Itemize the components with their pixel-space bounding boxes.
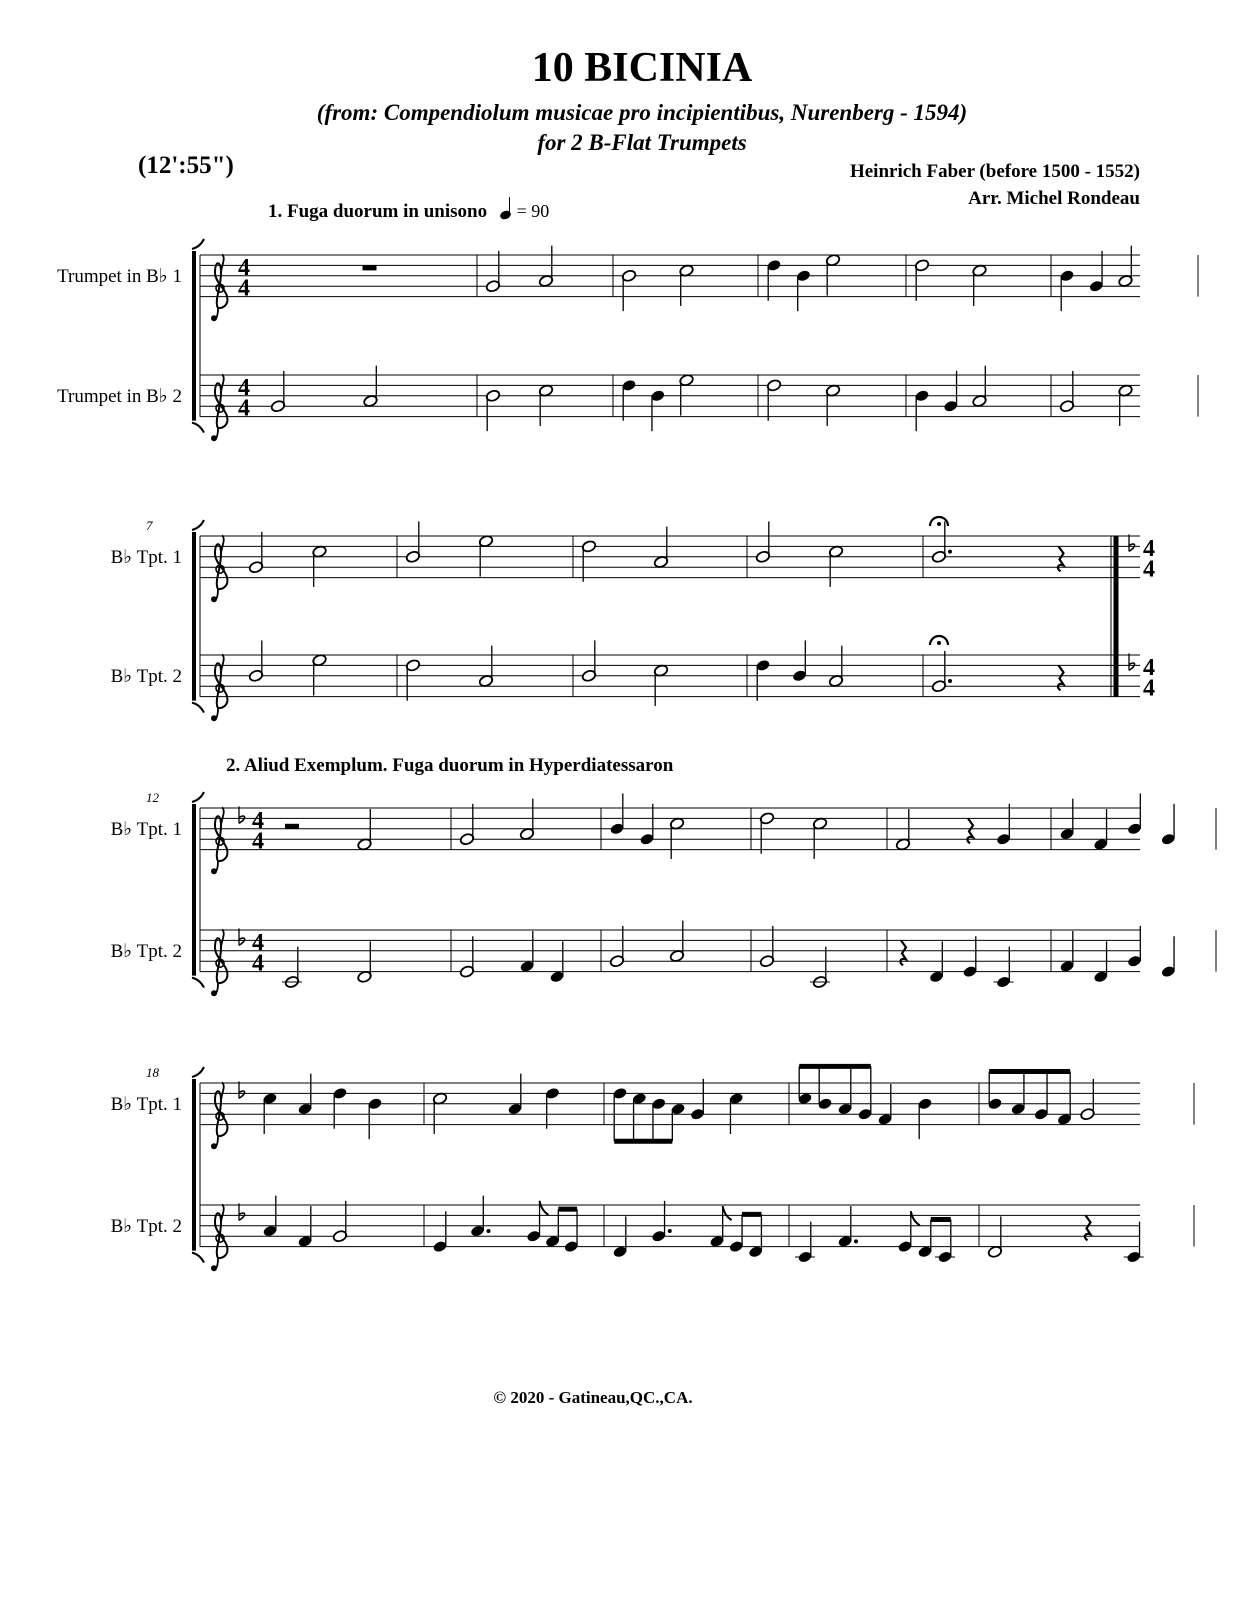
treble-clef-icon: [211, 374, 227, 441]
staff-label: B♭ Tpt. 2: [110, 665, 182, 687]
score-subtitle: (from: Compendiolum musicae pro incipientibus, Nurenberg - 1594): [316, 100, 968, 125]
treble-clef-icon: [211, 254, 227, 321]
time-signature-numerator: 4: [252, 807, 264, 834]
instrumentation-line: for 2 B-Flat Trumpets: [537, 130, 747, 155]
time-signature-numerator: 4: [238, 374, 250, 401]
note-flag: [540, 1201, 549, 1215]
time-signature-numerator: 4: [1143, 535, 1155, 562]
key-signature-flat-icon: [239, 806, 245, 823]
time-signature-numerator: 4: [252, 929, 264, 956]
fermata-icon: [937, 522, 941, 526]
staff-label: B♭ Tpt. 1: [110, 546, 182, 568]
time-signature-denominator: 4: [238, 395, 250, 422]
augmentation-dot: [487, 1229, 491, 1233]
treble-clef-icon: [211, 654, 227, 721]
treble-clef-icon: [211, 1204, 227, 1271]
time-signature-denominator: 4: [1143, 675, 1155, 702]
system-bracket: [192, 792, 204, 802]
key-signature-flat-icon: [1129, 653, 1135, 670]
system-bracket: [192, 1253, 204, 1263]
system-bracket: [192, 239, 204, 249]
system-bracket: [192, 423, 204, 433]
system-bracket: [192, 520, 204, 530]
time-signature-denominator: 4: [252, 828, 264, 855]
system-bracket: [192, 1067, 204, 1077]
time-signature-numerator: 4: [1143, 654, 1155, 681]
section-title-text: 1. Fuga duorum in unisono: [268, 201, 488, 222]
system-bracket: [192, 978, 204, 988]
half-rest-icon: [285, 824, 299, 829]
augmentation-dot: [668, 1229, 672, 1233]
key-signature-flat-icon: [239, 928, 245, 945]
staff-label: Trumpet in B♭ 2: [57, 385, 182, 407]
measure-number: 12: [146, 790, 159, 805]
note-flag: [723, 1206, 732, 1220]
system-bracket: [192, 703, 204, 713]
fermata-icon: [937, 641, 941, 645]
staff-label: Trumpet in B♭ 1: [57, 265, 182, 287]
arranger-credit: Arr. Michel Rondeau: [968, 188, 1140, 209]
treble-clef-icon: [211, 929, 227, 996]
key-signature-flat-icon: [239, 1081, 245, 1098]
staff-label: B♭ Tpt. 2: [110, 940, 182, 962]
augmentation-dot: [948, 679, 952, 683]
time-signature-numerator: 4: [238, 254, 250, 281]
staff-label: B♭ Tpt. 1: [110, 1093, 182, 1115]
measure-number: 18: [146, 1065, 159, 1080]
measure-number: 7: [146, 518, 153, 533]
section-2-title: 2. Aliud Exemplum. Fuga duorum in Hyperdiatessaron: [226, 755, 674, 776]
augmentation-dot: [948, 550, 952, 554]
duration-label: (12':55"): [138, 152, 234, 179]
time-signature-denominator: 4: [252, 950, 264, 977]
staff-label: B♭ Tpt. 2: [110, 1215, 182, 1237]
treble-clef-icon: [211, 535, 227, 602]
score-title: 10 BICINIA: [531, 45, 753, 91]
time-signature-denominator: 4: [238, 275, 250, 302]
key-signature-flat-icon: [239, 1203, 245, 1220]
note-flag: [911, 1211, 920, 1225]
time-signature-denominator: 4: [1143, 556, 1155, 583]
copyright-notice: © 2020 - Gatineau,QC.,CA.: [493, 1388, 693, 1407]
whole-rest-icon: [363, 265, 377, 270]
staff-label: B♭ Tpt. 1: [110, 818, 182, 840]
treble-clef-icon: [211, 807, 227, 874]
augmentation-dot: [854, 1239, 858, 1243]
composer-credit: Heinrich Faber (before 1500 - 1552): [849, 161, 1140, 182]
treble-clef-icon: [211, 1082, 227, 1149]
key-signature-flat-icon: [1129, 534, 1135, 551]
tempo-marking: = 90: [516, 201, 550, 221]
